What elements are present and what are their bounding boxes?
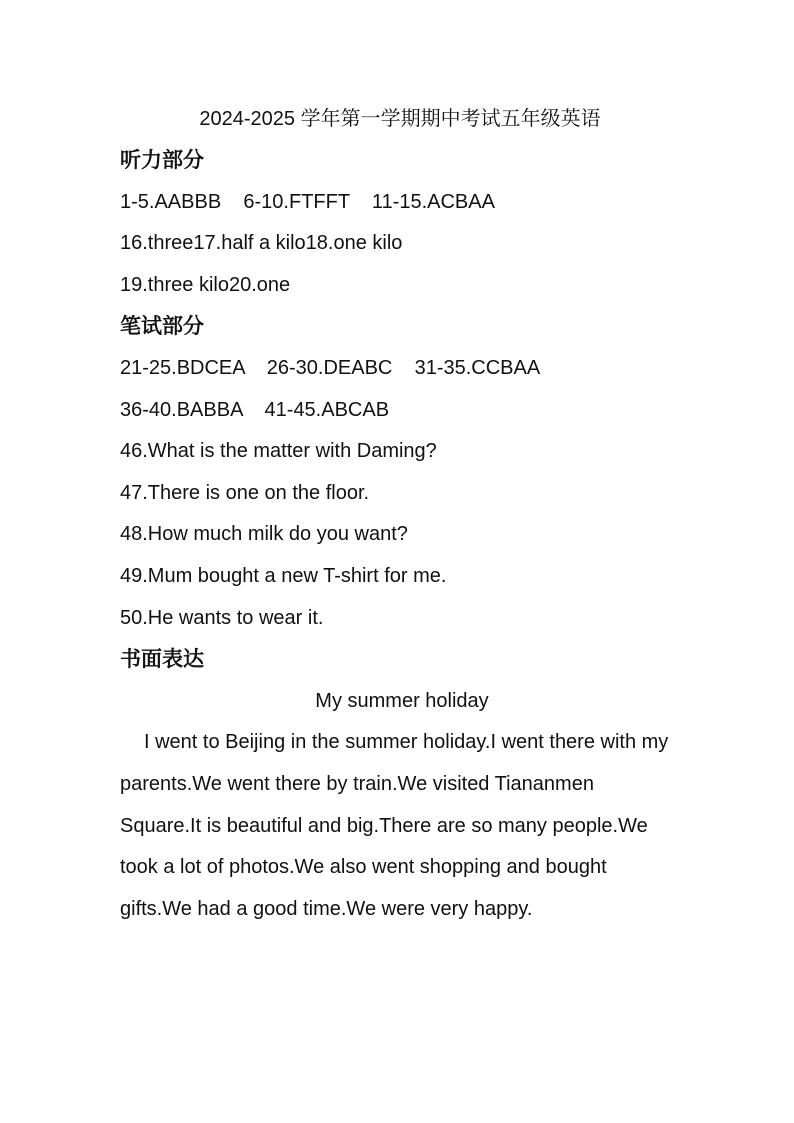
writing-heading: 书面表达 — [120, 647, 204, 672]
listening-answers-16-18: 16.three17.half a kilo18.one kilo — [120, 232, 403, 255]
written-heading: 笔试部分 — [120, 314, 204, 339]
written-answers-36-45: 36-40.BABBA 41-45.ABCAB — [120, 398, 390, 421]
listening-answers-19-20: 19.three kilo20.one — [120, 273, 291, 296]
essay-title: My summer holiday — [315, 689, 489, 712]
answer-key — [120, 98, 680, 930]
page-title: 2024-2025 学年第一学期期中考试五年级英语 — [199, 108, 601, 130]
answer-46: 46.What is the matter with Daming? — [120, 440, 437, 463]
answer-49: 49.Mum bought a new T-shirt for me. — [120, 564, 447, 587]
written-answers-21-35: 21-25.BDCEA 26-30.DEABC 31-35.CCBAA — [120, 356, 541, 379]
listening-answers-1-15: 1-5.AABBB 6-10.FTFFT 11-15.ACBAA — [120, 190, 495, 213]
answer-47: 47.There is one on the floor. — [120, 481, 370, 504]
answer-50: 50.He wants to wear it. — [120, 606, 324, 629]
listening-heading: 听力部分 — [120, 148, 204, 172]
essay-paragraph: I went to Beijing in the summer holiday.I went there with my parents.We went there by train.We visited Tiananmen Square.It is beautiful and big.There are so many people.We took a lot of photos.We also went shopping and bought gifts.We had a good time.We were very happy. — [120, 731, 669, 920]
answer-48: 48.How much milk do you want? — [120, 523, 408, 546]
